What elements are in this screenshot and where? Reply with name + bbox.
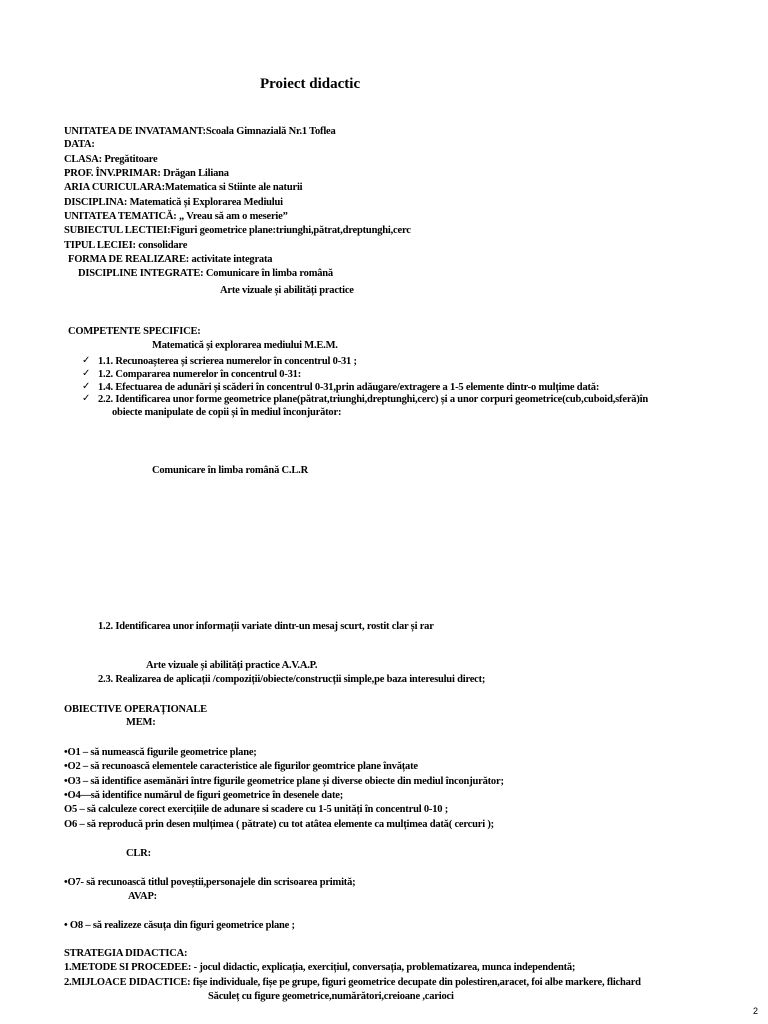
check-icon: ✓ xyxy=(82,368,91,379)
metode-procedee: 1.METODE SI PROCEDEE: - jocul didactic, explicația, exercițiul, conversația, problematizarea, munca independentă; xyxy=(64,962,576,973)
obiectiv-item: •O2 – să recunoască elementele caracteristice ale figurilor geomtrice plane învățate xyxy=(64,761,418,772)
subiectul-lectiei: SUBIECTUL LECTIEI:Figuri geometrice plane:triunghi,pătrat,dreptunghi,cerc xyxy=(64,225,411,236)
tipul-lectiei: TIPUL LECIEI: consolidare xyxy=(64,240,188,251)
unitatea-tematica: UNITATEA TEMATICĂ: „ Vreau să am o meserie” xyxy=(64,211,288,222)
obiectiv-item: •O1 – să numească figurile geometrice plane; xyxy=(64,747,257,758)
profesor-line: PROF. ÎNV.PRIMAR: Drăgan Liliana xyxy=(64,168,229,179)
competenta-item-continuation: obiecte manipulate de copii și în mediul înconjurător: xyxy=(112,407,342,418)
aria-curriculara: ARIA CURICULARA:Matematica si Stiinte ale naturii xyxy=(64,182,303,193)
avap-heading: Arte vizuale și abilități practice A.V.A.P. xyxy=(146,660,318,671)
obiective-mem-label: MEM: xyxy=(126,717,156,728)
discipline-integrate-2: Arte vizuale și abilități practice xyxy=(220,285,354,296)
mijloace-didactice-2: Săculeț cu figure geometrice,numărători,creioane ,carioci xyxy=(208,991,454,1002)
competenta-item: 1.2. Compararea numerelor în concentrul 0-31: xyxy=(98,369,302,380)
obiectiv-item: •O7- să recunoască titlul poveștii,personajele din scrisoarea primită; xyxy=(64,877,356,888)
avap-item: 2.3. Realizarea de aplicații /compoziții/obiecte/construcții simple,pe baza interesului direct; xyxy=(98,674,486,685)
forma-realizare: FORMA DE REALIZARE: activitate integrata xyxy=(68,254,273,265)
page-number: 2 xyxy=(752,1006,758,1016)
check-icon: ✓ xyxy=(82,393,91,404)
check-icon: ✓ xyxy=(82,355,91,366)
obiective-heading: OBIECTIVE OPERAȚIONALE xyxy=(64,704,207,715)
discipline-integrate: DISCIPLINE INTEGRATE: Comunicare în limba română xyxy=(78,268,333,279)
competente-heading: COMPETENTE SPECIFICE: xyxy=(68,326,201,337)
clasa-line: CLASA: Pregătitoare xyxy=(64,154,158,165)
competenta-item: 2.2. Identificarea unor forme geometrice plane(pătrat,triunghi,dreptunghi,cerc) și a unor corpuri geometrice(cub,cuboid,sferă)în xyxy=(98,394,648,405)
clr-item: 1.2. Identificarea unor informații variate dintr-un mesaj scurt, rostit clar și rar xyxy=(98,621,434,632)
document-title: Proiect didactic xyxy=(260,76,361,92)
obiective-clr-label: CLR: xyxy=(126,848,151,859)
check-icon: ✓ xyxy=(82,381,91,392)
obiectiv-item: •O3 – să identifice asemănări între figurile geometrice plane și diverse obiecte din mediul înconjurător; xyxy=(64,776,504,787)
obiectiv-item: O5 – să calculeze corect exercițiile de adunare si scadere cu 1-5 unități în concentrul 0-10 ; xyxy=(64,804,449,815)
obiective-avap-label: AVAP: xyxy=(128,891,157,902)
data-line: DATA: xyxy=(64,139,95,150)
clr-heading: Comunicare în limba română C.L.R xyxy=(152,465,308,476)
mem-heading: Matematică și explorarea mediului M.E.M. xyxy=(152,340,338,351)
obiectiv-item: •O4—să identifice numărul de figuri geometrice în desenele date; xyxy=(64,790,343,801)
strategia-heading: STRATEGIA DIDACTICA: xyxy=(64,948,188,959)
obiectiv-item: O6 – să reproducă prin desen mulțimea ( pătrate) cu tot atâtea elemente ca mulțimea dată( cercuri ); xyxy=(64,819,494,830)
competenta-item: 1.1. Recunoașterea și scrierea numerelor în concentrul 0-31 ; xyxy=(98,356,357,367)
disciplina-line: DISCIPLINA: Matematică și Explorarea Mediului xyxy=(64,197,283,208)
obiectiv-item: • O8 – să realizeze căsuța din figuri geometrice plane ; xyxy=(64,920,295,931)
mijloace-didactice: 2.MIJLOACE DIDACTICE: fișe individuale, fișe pe grupe, figuri geometrice decupate din polestiren,aracet, foi albe markere, flichard xyxy=(64,977,641,988)
competenta-item: 1.4. Efectuarea de adunări și scăderi în concentrul 0-31,prin adăugare/extragere a 1-5 elemente dintr-o mulțime dată: xyxy=(98,382,600,393)
unitatea-invatamant: UNITATEA DE INVATAMANT:Scoala Gimnazială Nr.1 Toflea xyxy=(64,126,336,137)
